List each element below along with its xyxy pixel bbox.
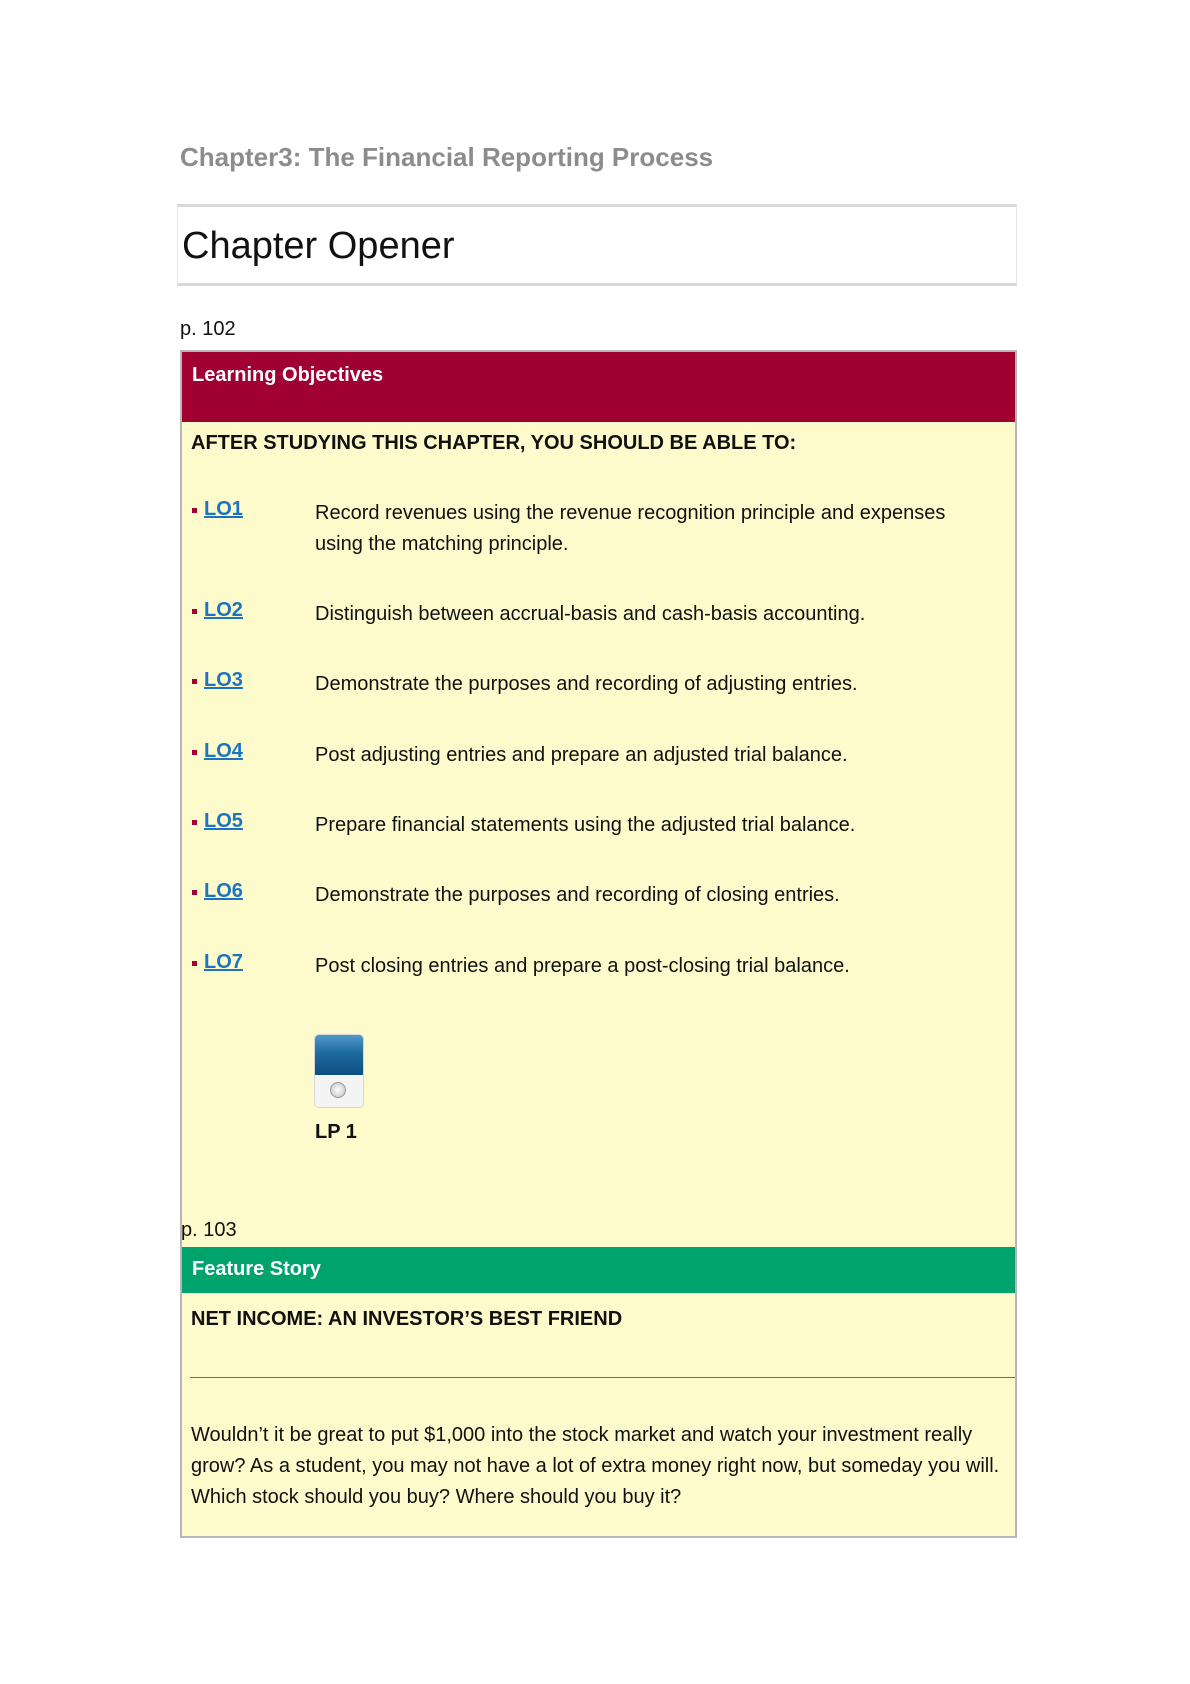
learning-objectives-header-label: Learning Objectives — [192, 364, 384, 386]
bullet-icon — [192, 508, 197, 513]
feature-story-title: NET INCOME: AN INVESTOR’S BEST FRIEND — [191, 1308, 623, 1330]
feature-story-body: Wouldn’t it be great to put $1,000 into the stock market and watch your investment really grow? As a student, you may not have a lot of extra money right now, but someday you will. Which stock should you buy? Where should you buy it? — [191, 1424, 1000, 1508]
chapter-opener-box — [177, 204, 1017, 286]
learning-objective-link-lo5[interactable]: LO5 — [204, 810, 243, 832]
content-box — [180, 350, 1017, 1538]
bullet-icon — [192, 609, 197, 614]
media-player-base — [315, 1075, 363, 1107]
lp-label: LP 1 — [315, 1121, 357, 1143]
learning-objective-text: Record revenues using the revenue recognition principle and expenses using the matching principle. — [315, 502, 946, 555]
learning-objective-link-lo1[interactable]: LO1 — [204, 498, 243, 520]
bullet-icon — [192, 961, 197, 966]
learning-objective-text: Post adjusting entries and prepare an adjusted trial balance. — [315, 744, 848, 766]
learning-objective-text: Distinguish between accrual-basis and cash-basis accounting. — [315, 603, 866, 625]
media-player-icon[interactable] — [315, 1035, 363, 1107]
page-number-102: p. 102 — [180, 318, 236, 340]
learning-objective-text: Demonstrate the purposes and recording of adjusting entries. — [315, 673, 858, 695]
learning-objective-link-lo3[interactable]: LO3 — [204, 669, 243, 691]
learning-objective-text: Post closing entries and prepare a post-closing trial balance. — [315, 955, 850, 977]
media-player-button-icon — [330, 1082, 346, 1098]
media-player-screen — [315, 1035, 363, 1075]
learning-objective-link-lo4[interactable]: LO4 — [204, 740, 243, 762]
learning-objectives-subheading: AFTER STUDYING THIS CHAPTER, YOU SHOULD BE ABLE TO: — [191, 432, 797, 454]
bullet-icon — [192, 890, 197, 895]
learning-objective-link-lo6[interactable]: LO6 — [204, 880, 243, 902]
learning-objective-text: Prepare financial statements using the adjusted trial balance. — [315, 814, 856, 836]
bullet-icon — [192, 679, 197, 684]
bullet-icon — [192, 750, 197, 755]
story-divider — [190, 1377, 1015, 1378]
chapter-heading: Chapter3: The Financial Reporting Process — [180, 142, 714, 172]
page-number-103: p. 103 — [181, 1219, 237, 1241]
learning-objectives-list — [182, 352, 1015, 1536]
learning-objective-text: Demonstrate the purposes and recording of closing entries. — [315, 884, 840, 906]
chapter-opener-title: Chapter Opener — [182, 225, 455, 267]
bullet-icon — [192, 820, 197, 825]
feature-story-header-label: Feature Story — [192, 1258, 321, 1280]
learning-objective-link-lo7[interactable]: LO7 — [204, 951, 243, 973]
feature-story-header — [182, 1247, 1015, 1293]
learning-objective-link-lo2[interactable]: LO2 — [204, 599, 243, 621]
